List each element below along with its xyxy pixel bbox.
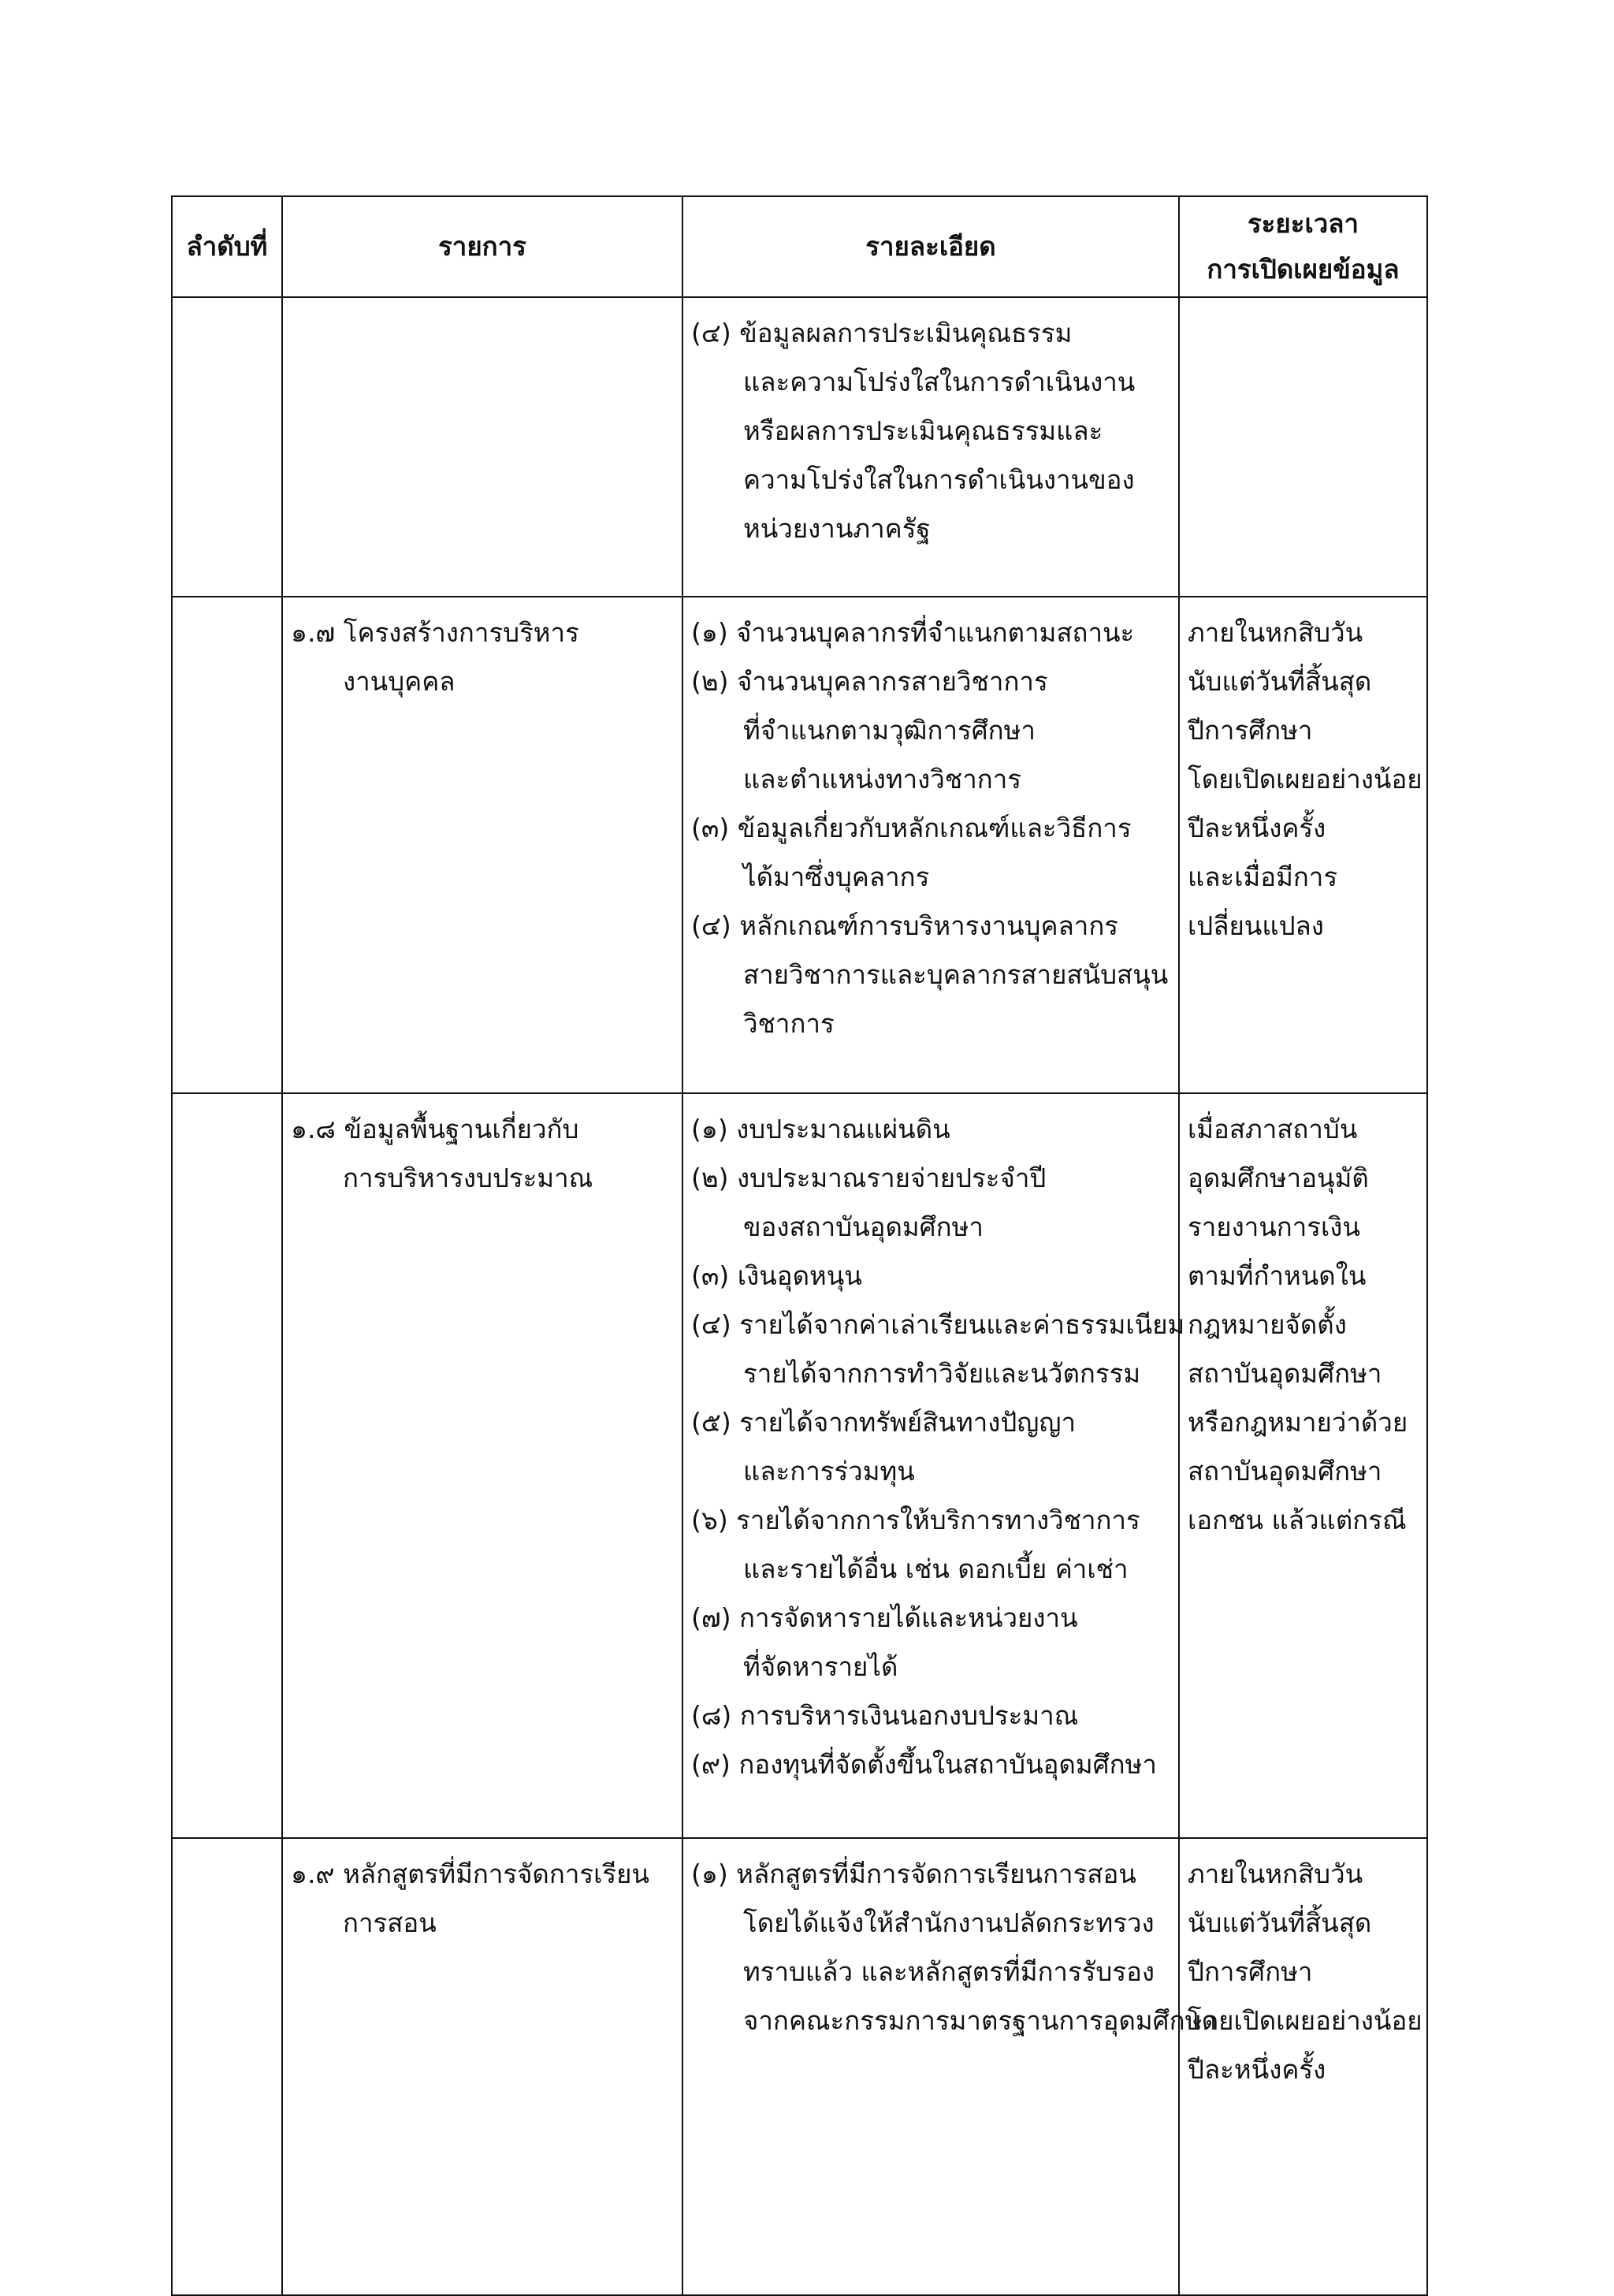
detail-line: (๒) งบประมาณรายจ่ายประจำปี <box>691 1163 1047 1193</box>
period-line: ปีละหนึ่งครั้ง <box>1188 2054 1326 2085</box>
period-line: และเมื่อมีการ <box>1188 861 1338 892</box>
item-line: งานบุคคล <box>343 666 456 697</box>
period-line: เมื่อสภาสถาบัน <box>1188 1114 1358 1144</box>
detail-line: (๓) เงินอุดหนุน <box>691 1260 862 1291</box>
table-row <box>172 597 1427 1093</box>
item-text <box>291 1105 674 1203</box>
cell-details <box>682 1093 1185 1838</box>
cell-period <box>1179 1838 1427 2295</box>
period-line: ตามที่กำหนดใน <box>1188 1260 1367 1291</box>
detail-line: โดยได้แจ้งให้สำนักงานปลัดกระทรวง <box>743 1907 1155 1938</box>
cell-period <box>1179 297 1427 597</box>
detail-entry <box>691 1850 1217 2045</box>
detail-line: (๑) หลักสูตรที่มีการจัดการเรียนการสอน <box>691 1859 1136 1889</box>
item-line: การบริหารงบประมาณ <box>343 1163 593 1193</box>
detail-line: ที่จำแนกตามวุฒิการศึกษา <box>743 715 1036 746</box>
cell-item <box>282 1838 682 2295</box>
period-line: ปีการศึกษา <box>1188 1956 1313 1987</box>
period-line: อุดมศึกษาอนุมัติ <box>1188 1163 1369 1193</box>
detail-entry <box>691 804 1170 902</box>
detail-line: (๖) รายได้จากการให้บริการทางวิชาการ <box>691 1505 1140 1535</box>
period-line: เอกชน แล้วแต่กรณี <box>1188 1505 1407 1535</box>
detail-entry <box>691 1740 1170 1789</box>
detail-line: และการร่วมทุน <box>743 1456 915 1487</box>
detail-line: (๒) จำนวนบุคลากรสายวิชาการ <box>691 666 1048 697</box>
period-line: ภายในหกสิบวัน <box>1188 1859 1363 1889</box>
period-line: หรือกฎหมายว่าด้วย <box>1188 1407 1408 1438</box>
detail-line: ทราบแล้ว และหลักสูตรที่มีการรับรอง <box>743 1956 1155 1987</box>
period-line: รายงานการเงิน <box>1188 1211 1360 1242</box>
detail-entry <box>691 1105 1170 1154</box>
period-line: ปีละหนึ่งครั้ง <box>1188 813 1326 843</box>
item-line: ๑.๘ ข้อมูลพื้นฐานเกี่ยวกับ <box>291 1114 579 1144</box>
cell-period <box>1179 1093 1427 1838</box>
period-line: ภายในหกสิบวัน <box>1188 617 1363 648</box>
item-line: ๑.๗ โครงสร้างการบริหาร <box>291 617 579 648</box>
header-period-line-1: ระยะเวลา <box>1247 208 1359 239</box>
item-text <box>291 1850 674 1948</box>
period-line: นับแต่วันที่สิ้นสุด <box>1188 666 1372 697</box>
header-item: รายการ <box>282 196 682 297</box>
detail-entry <box>691 1398 1170 1496</box>
cell-item <box>282 597 682 1093</box>
detail-line: (๗) การจัดหารายได้และหน่วยงาน <box>691 1602 1078 1633</box>
cell-details <box>682 1838 1217 2295</box>
header-details: รายละเอียด <box>682 196 1179 297</box>
detail-line: (๑) จำนวนบุคลากรที่จำแนกตามสถานะ <box>691 617 1135 648</box>
detail-line: และรายได้อื่น เช่น ดอกเบี้ย ค่าเช่า <box>743 1554 1129 1584</box>
detail-line: (๔) ข้อมูลผลการประเมินคุณธรรม <box>691 318 1073 348</box>
detail-line: (๙) กองทุนที่จัดตั้งขึ้นในสถาบันอุดมศึกษา <box>691 1749 1157 1780</box>
detail-entry <box>691 1496 1170 1594</box>
item-text <box>291 608 674 706</box>
disclosure-table <box>171 195 1428 2296</box>
detail-entry <box>691 902 1170 1048</box>
detail-line: และความโปร่งใสในการดำเนินงาน <box>743 367 1136 397</box>
table-row <box>172 1838 1427 2295</box>
detail-line: (๕) รายได้จากทรัพย์สินทางปัญญา <box>691 1407 1077 1438</box>
detail-line: ที่จัดหารายได้ <box>743 1651 898 1682</box>
period-line: นับแต่วันที่สิ้นสุด <box>1188 1907 1372 1938</box>
detail-line: ได้มาซึ่งบุคลากร <box>743 861 930 892</box>
detail-entry <box>691 309 1170 553</box>
detail-entry <box>691 1691 1170 1740</box>
detail-line: ความโปร่งใสในการดำเนินงานของ <box>743 464 1135 495</box>
period-line: สถาบันอุดมศึกษา <box>1188 1358 1382 1389</box>
item-line: ๑.๙ หลักสูตรที่มีการจัดการเรียน <box>291 1859 649 1889</box>
detail-entry <box>691 657 1170 804</box>
cell-seq <box>172 297 282 597</box>
cell-details <box>682 597 1179 1093</box>
cell-details <box>682 297 1179 597</box>
cell-seq <box>172 1093 282 1838</box>
cell-item <box>282 297 682 597</box>
detail-line: (๔) หลักเกณฑ์การบริหารงานบุคลากร <box>691 910 1119 941</box>
item-line: การสอน <box>343 1907 437 1938</box>
detail-line: วิชาการ <box>743 1008 835 1039</box>
table-row <box>172 297 1427 597</box>
period-line: เปลี่ยนแปลง <box>1188 910 1324 941</box>
cell-seq <box>172 597 282 1093</box>
detail-line: (๑) งบประมาณแผ่นดิน <box>691 1114 950 1144</box>
header-period <box>1179 196 1427 297</box>
detail-line: (๔) รายได้จากค่าเล่าเรียนและค่าธรรมเนียม <box>691 1309 1185 1340</box>
detail-line: ของสถาบันอุดมศึกษา <box>743 1211 984 1242</box>
detail-line: สายวิชาการและบุคลากรสายสนับสนุน <box>743 959 1169 990</box>
period-line: โดยเปิดเผยอย่างน้อย <box>1188 764 1422 794</box>
detail-line: และตำแหน่งทางวิชาการ <box>743 764 1021 794</box>
detail-entry <box>691 1252 1170 1301</box>
table-header-row <box>172 196 1427 297</box>
detail-entry <box>691 608 1170 657</box>
period-line: สถาบันอุดมศึกษา <box>1188 1456 1382 1487</box>
cell-item <box>282 1093 682 1838</box>
period-line: โดยเปิดเผยอย่างน้อย <box>1188 2005 1422 2036</box>
cell-seq <box>172 1838 282 2295</box>
detail-line: หน่วยงานภาครัฐ <box>743 513 931 544</box>
detail-entry <box>691 1594 1170 1691</box>
cell-period <box>1179 597 1427 1093</box>
detail-line: รายได้จากการทำวิจัยและนวัตกรรม <box>743 1358 1141 1389</box>
header-period-line-2: การเปิดเผยข้อมูล <box>1207 254 1400 285</box>
period-line: ปีการศึกษา <box>1188 715 1313 746</box>
detail-line: จากคณะกรรมการมาตรฐานการอุดมศึกษา <box>743 2005 1217 2036</box>
detail-line: หรือผลการประเมินคุณธรรมและ <box>743 415 1103 446</box>
detail-line: (๓) ข้อมูลเกี่ยวกับหลักเกณฑ์และวิธีการ <box>691 813 1132 843</box>
header-seq: ลำดับที่ <box>172 196 282 297</box>
table-row <box>172 1093 1427 1838</box>
detail-line: (๘) การบริหารเงินนอกงบประมาณ <box>691 1700 1079 1731</box>
detail-entry <box>691 1154 1170 1252</box>
detail-entry <box>691 1301 1185 1398</box>
period-line: กฎหมายจัดตั้ง <box>1188 1309 1347 1340</box>
